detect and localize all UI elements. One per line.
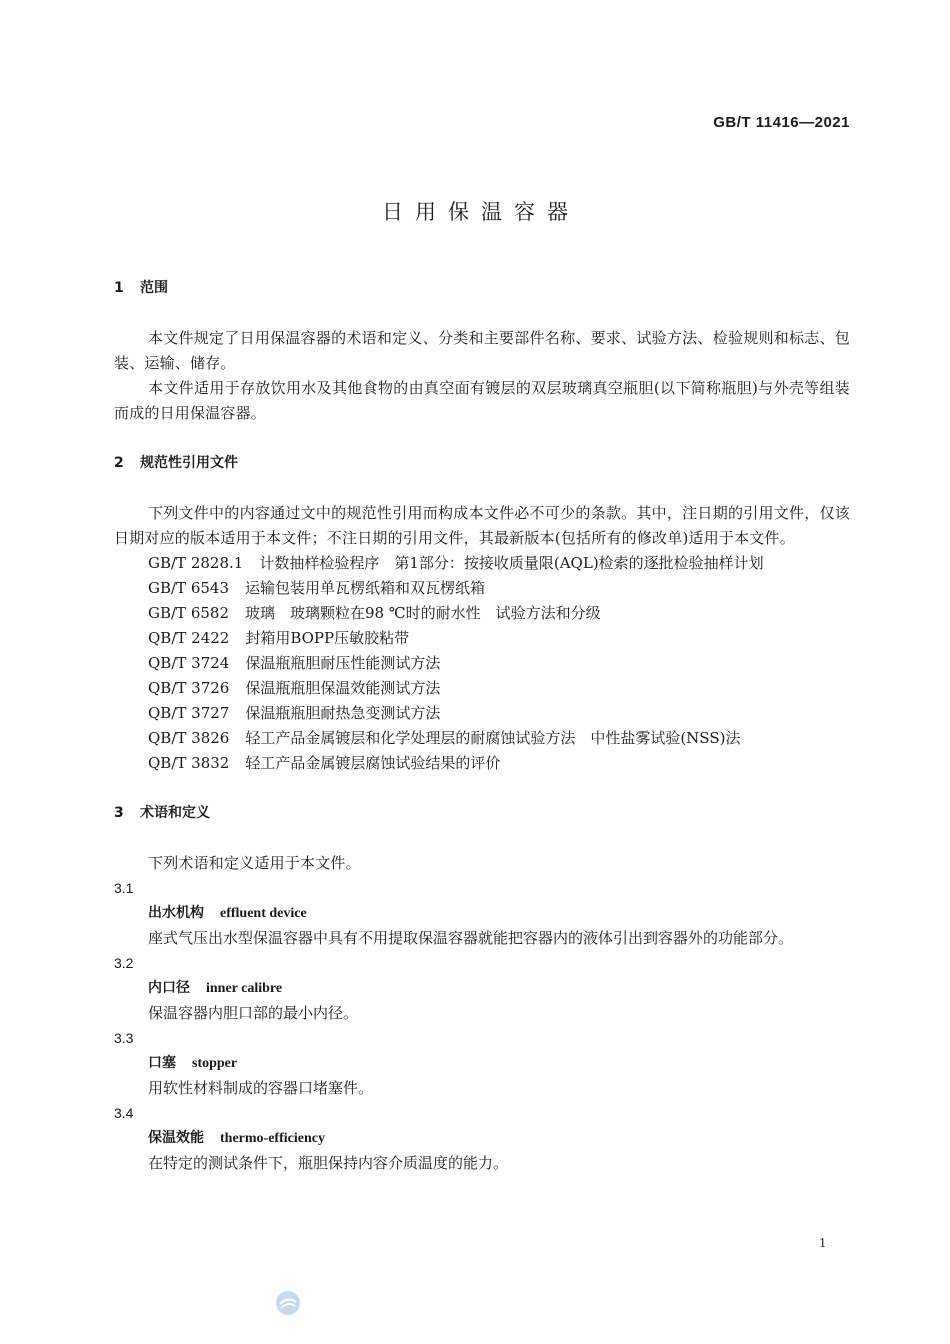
reference-list bbox=[114, 551, 850, 776]
term-entry bbox=[114, 951, 850, 1026]
section-title: 范围 bbox=[140, 280, 168, 296]
reference-item bbox=[114, 651, 850, 676]
section-title: 规范性引用文件 bbox=[140, 455, 238, 471]
terms-intro: 下列术语和定义适用于本文件。 bbox=[148, 854, 361, 872]
reference-title: 封箱用BOPP压敏胶粘带 bbox=[245, 629, 410, 647]
term-name bbox=[114, 976, 850, 1001]
reference-item bbox=[114, 626, 850, 651]
reference-title: 玻璃 玻璃颗粒在98 ℃时的耐水性 试验方法和分级 bbox=[245, 604, 601, 622]
reference-item bbox=[114, 701, 850, 726]
section-number: 3 bbox=[114, 805, 124, 821]
scope-paragraph: 本文件规定了日用保温容器的术语和定义、分类和主要部件名称、要求、试验方法、检验规则和标志、包装、运输、储存。 bbox=[114, 329, 850, 372]
term-definition: 用软性材料制成的容器口堵塞件。 bbox=[148, 1079, 374, 1097]
term-name-zh: 出水机构 bbox=[148, 905, 204, 921]
reference-item bbox=[114, 551, 850, 576]
term-name-en: inner calibre bbox=[206, 981, 283, 996]
term-number: 3.4 bbox=[114, 1105, 134, 1121]
term-entry bbox=[114, 876, 850, 951]
term-name bbox=[114, 901, 850, 926]
reference-item bbox=[114, 676, 850, 701]
section-title: 术语和定义 bbox=[140, 805, 210, 821]
term-name bbox=[114, 1126, 850, 1151]
term-name-zh: 保温效能 bbox=[148, 1130, 204, 1146]
section-heading-normative-references bbox=[114, 451, 850, 476]
reference-title: 轻工产品金属镀层和化学处理层的耐腐蚀试验方法 中性盐雾试验(NSS)法 bbox=[245, 729, 741, 747]
section-number: 2 bbox=[114, 455, 124, 471]
term-definition: 保温容器内胆口部的最小内径。 bbox=[148, 1004, 359, 1022]
term-name-en: thermo-efficiency bbox=[220, 1131, 325, 1146]
reference-code: QB/T 3832 bbox=[148, 754, 230, 772]
document-body bbox=[114, 276, 850, 1176]
section-heading-scope bbox=[114, 276, 850, 301]
reference-code: QB/T 3724 bbox=[148, 654, 230, 672]
section-heading-terms bbox=[114, 801, 850, 826]
reference-title: 轻工产品金属镀层腐蚀试验结果的评价 bbox=[245, 754, 501, 772]
reference-item bbox=[114, 601, 850, 626]
reference-title: 保温瓶瓶胆耐热急变测试方法 bbox=[245, 704, 441, 722]
term-definition: 座式气压出水型保温容器中具有不用提取保温容器就能把容器内的液体引出到容器外的功能部分。 bbox=[148, 929, 794, 947]
term-name-zh: 口塞 bbox=[148, 1055, 176, 1071]
term-name-en: effluent device bbox=[220, 906, 307, 921]
term-name-en: stopper bbox=[192, 1056, 238, 1071]
reference-code: QB/T 2422 bbox=[148, 629, 230, 647]
term-number: 3.1 bbox=[114, 880, 134, 896]
reference-code: GB/T 2828.1 bbox=[148, 554, 244, 572]
term-name bbox=[114, 1051, 850, 1076]
reference-item bbox=[114, 751, 850, 776]
term-definition: 在特定的测试条件下，瓶胆保持内容介质温度的能力。 bbox=[148, 1154, 509, 1172]
reference-title: 计数抽样检验程序 第1部分：按接收质量限(AQL)检索的逐批检验抽样计划 bbox=[259, 554, 764, 572]
reference-title: 运输包装用单瓦楞纸箱和双瓦楞纸箱 bbox=[245, 579, 486, 597]
reference-title: 保温瓶瓶胆保温效能测试方法 bbox=[245, 679, 441, 697]
section-number: 1 bbox=[114, 280, 124, 296]
document-number: GB/T 11416—2021 bbox=[713, 114, 850, 131]
reference-item bbox=[114, 576, 850, 601]
reference-code: QB/T 3826 bbox=[148, 729, 230, 747]
page-number: 1 bbox=[819, 1236, 826, 1251]
reference-title: 保温瓶瓶胆耐压性能测试方法 bbox=[245, 654, 441, 672]
reference-code: GB/T 6582 bbox=[148, 604, 230, 622]
term-entry bbox=[114, 1026, 850, 1101]
reference-code: GB/T 6543 bbox=[148, 579, 230, 597]
reference-code: QB/T 3727 bbox=[148, 704, 230, 722]
reference-code: QB/T 3726 bbox=[148, 679, 230, 697]
document-title: 日用保温容器 bbox=[382, 200, 580, 224]
term-number: 3.2 bbox=[114, 955, 134, 971]
reference-item bbox=[114, 726, 850, 751]
references-intro: 下列文件中的内容通过文中的规范性引用而构成本文件必不可少的条款。其中，注日期的引用文件，仅该日期对应的版本适用于本文件；不注日期的引用文件，其最新版本(包括所有的修改单)适用于本文件。 bbox=[114, 504, 850, 547]
term-entry bbox=[114, 1101, 850, 1176]
term-number: 3.3 bbox=[114, 1030, 134, 1046]
scope-paragraph: 本文件适用于存放饮用水及其他食物的由真空面有镀层的双层玻璃真空瓶胆(以下简称瓶胆)与外壳等组装而成的日用保温容器。 bbox=[114, 379, 850, 422]
publisher-logo-icon bbox=[275, 1290, 301, 1316]
term-name-zh: 内口径 bbox=[148, 980, 190, 996]
